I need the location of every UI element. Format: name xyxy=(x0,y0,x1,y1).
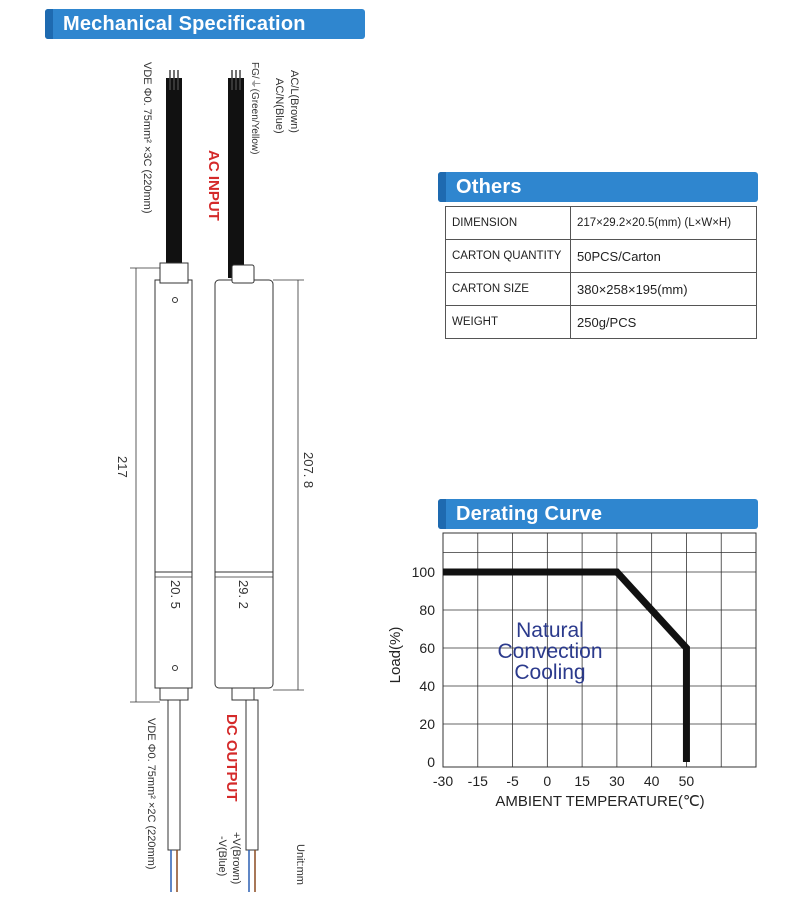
x-tick-label: -30 xyxy=(432,773,454,789)
table-row xyxy=(446,273,757,306)
x-tick-label: 40 xyxy=(643,773,660,789)
dc-cable-left xyxy=(168,700,180,892)
spec-key: CARTON QUANTITY xyxy=(446,240,571,273)
others-table xyxy=(445,206,757,339)
y-axis-label: Load(%) xyxy=(387,626,404,684)
curve-annotation xyxy=(497,619,602,684)
y-tick-label: 60 xyxy=(419,640,435,656)
mechanical-spec-title: Mechanical Specification xyxy=(63,13,306,35)
banner-tab xyxy=(438,172,446,202)
x-axis-ticks xyxy=(433,773,695,789)
spec-value: 50PCS/Carton xyxy=(571,240,757,273)
dc-wire-spec-label: VDE Φ0. 75mm² ×2C (220mm) xyxy=(145,718,157,870)
top-view-body xyxy=(215,265,273,700)
length-dimension-label: 217 xyxy=(115,456,130,478)
x-axis-label: AMBIENT TEMPERATURE(℃) xyxy=(495,793,705,810)
annotation-line-3: Cooling xyxy=(514,661,586,684)
spec-value: 250g/PCS xyxy=(571,306,757,339)
annotation-line-2: Convection xyxy=(497,640,603,663)
others-banner xyxy=(438,172,758,202)
derating-chart xyxy=(380,525,780,825)
spec-key: DIMENSION xyxy=(446,207,571,240)
y-tick-label: 20 xyxy=(419,716,435,732)
y-tick-label: 40 xyxy=(419,678,435,694)
ac-cable-left xyxy=(166,70,182,278)
body-length-dimension-label: 207. 8 xyxy=(301,452,316,489)
y-tick-label: 80 xyxy=(419,602,435,618)
x-tick-label: 15 xyxy=(574,773,590,789)
spec-value: 380×258×195(mm) xyxy=(571,273,757,306)
spec-value: 217×29.2×20.5(mm) (L×W×H) xyxy=(571,207,757,240)
x-tick-label: 50 xyxy=(678,773,695,789)
ac-wire-n-label: AC/N(Blue) xyxy=(273,78,285,134)
table-row xyxy=(446,240,757,273)
dc-output-label: DC OUTPUT xyxy=(223,714,240,802)
table-row xyxy=(446,207,757,240)
others-title: Others xyxy=(456,176,522,198)
x-tick-label: -5 xyxy=(506,773,519,789)
y-tick-label: 0 xyxy=(427,754,435,770)
ac-wire-fg-label: FG/⏚(Green/Yellow) xyxy=(249,62,260,155)
width-dimension-label: 29. 2 xyxy=(236,580,251,609)
dc-wire-pos-label: +V(Brown) xyxy=(230,832,242,885)
dc-cable-right xyxy=(246,700,258,892)
spec-key: WEIGHT xyxy=(446,306,571,339)
y-axis-ticks xyxy=(412,564,436,770)
y-tick-label: 100 xyxy=(411,564,435,580)
spec-key: CARTON SIZE xyxy=(446,273,571,306)
derating-title: Derating Curve xyxy=(456,503,603,525)
side-view-body xyxy=(155,263,192,700)
unit-label: Unit:mm xyxy=(294,844,306,885)
ac-wire-spec-label: VDE Φ0. 75mm² ×3C (220mm) xyxy=(141,62,153,214)
annotation-line-1: Natural xyxy=(516,619,584,642)
height-dimension-label: 20. 5 xyxy=(168,580,183,609)
ac-input-label: AC INPUT xyxy=(205,150,222,221)
ac-cable-right xyxy=(228,70,244,278)
x-tick-label: -15 xyxy=(467,773,488,789)
x-tick-label: 0 xyxy=(543,773,552,789)
x-tick-label: 30 xyxy=(609,773,625,789)
dc-wire-neg-label: -V(Blue) xyxy=(216,836,228,877)
table-row xyxy=(446,306,757,339)
ac-wire-l-label: AC/L(Brown) xyxy=(288,70,300,133)
